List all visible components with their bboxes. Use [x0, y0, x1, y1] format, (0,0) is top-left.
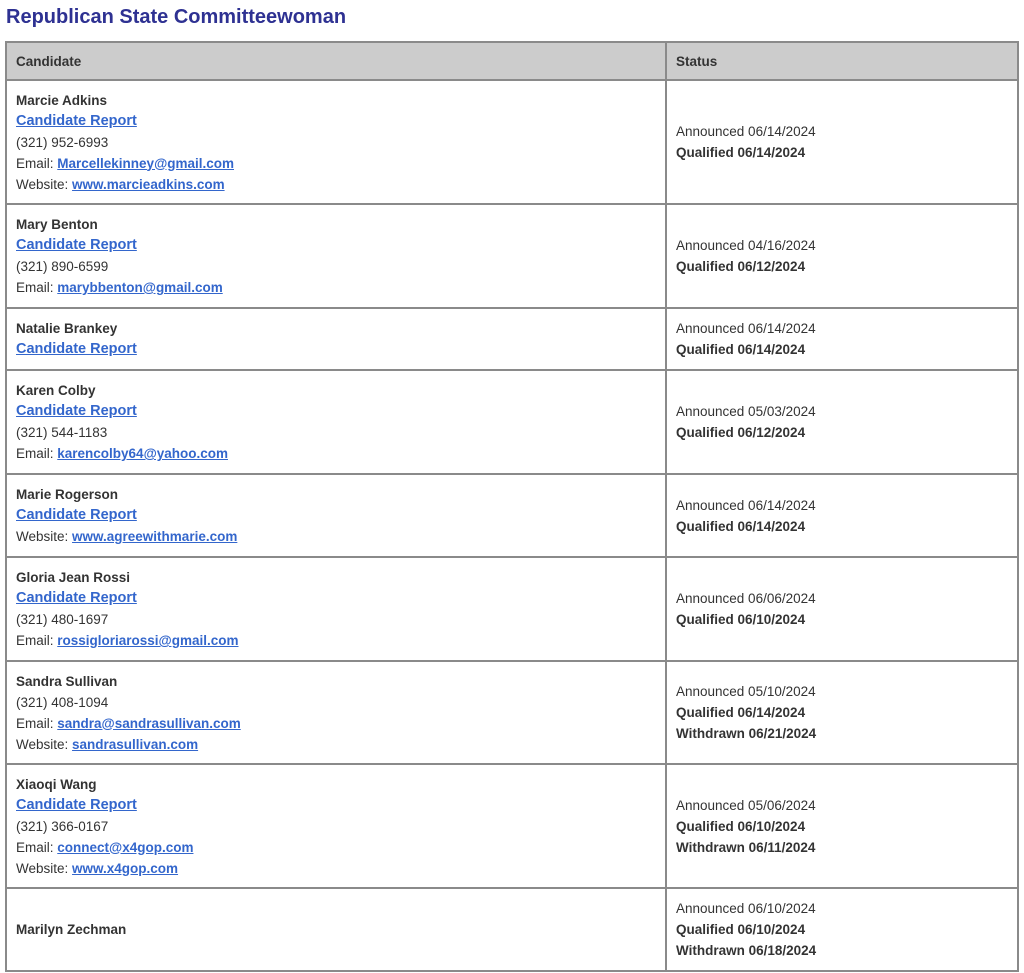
status-cell — [666, 764, 1018, 888]
website-link[interactable]: www.x4gop.com — [72, 860, 179, 876]
header-status: Status — [666, 42, 1018, 80]
website-line — [16, 174, 656, 195]
candidate-report-link[interactable]: Candidate Report — [16, 507, 137, 523]
candidate-cell — [6, 80, 666, 204]
candidate-report-link[interactable]: Candidate Report — [16, 796, 137, 813]
status-qualified: Qualified 06/10/2024 — [676, 612, 806, 627]
website-label: Website: — [16, 736, 73, 752]
status-qualified: Qualified 06/10/2024 — [676, 922, 806, 937]
page-title: Republican State Committeewoman — [6, 6, 347, 28]
table-row — [6, 204, 1018, 308]
candidate-cell — [6, 370, 666, 474]
status-cell — [666, 80, 1018, 204]
candidate-phone: (321) 952-6993 — [16, 134, 109, 150]
website-link[interactable]: www.marcieadkins.com — [72, 176, 225, 192]
website-label: Website: — [16, 176, 73, 192]
candidate-cell — [6, 888, 666, 971]
email-line — [16, 630, 656, 651]
website-label: Website: — [16, 529, 73, 544]
email-link[interactable]: Marcellekinney@gmail.com — [57, 155, 234, 171]
candidates-table — [5, 41, 1019, 972]
status-withdrawn: Withdrawn 06/11/2024 — [676, 839, 816, 855]
email-link[interactable]: rossigloriarossi@gmail.com — [57, 633, 239, 648]
status-announced: Announced 05/10/2024 — [676, 684, 816, 699]
candidate-cell — [6, 308, 666, 370]
status-cell — [666, 308, 1018, 370]
status-announced: Announced 06/06/2024 — [676, 591, 816, 606]
table-row — [6, 661, 1018, 764]
candidate-name: Sandra Sullivan — [16, 673, 118, 689]
status-announced: Announced 06/14/2024 — [676, 497, 816, 513]
candidate-cell — [6, 204, 666, 308]
status-withdrawn: Withdrawn 06/21/2024 — [676, 726, 817, 741]
table-body — [6, 80, 1018, 971]
status-withdrawn: Withdrawn 06/18/2024 — [676, 943, 817, 958]
candidate-cell — [6, 661, 666, 764]
status-announced: Announced 04/16/2024 — [676, 238, 816, 253]
email-link[interactable]: marybbenton@gmail.com — [57, 280, 223, 295]
status-announced: Announced 05/06/2024 — [676, 797, 816, 813]
status-announced: Announced 06/14/2024 — [676, 124, 816, 139]
status-qualified: Qualified 06/10/2024 — [676, 818, 806, 834]
email-link[interactable]: karencolby64@yahoo.com — [57, 446, 228, 461]
status-cell — [666, 370, 1018, 474]
table-row — [6, 308, 1018, 370]
email-line — [16, 277, 656, 298]
table-row — [6, 80, 1018, 204]
email-label: Email: — [16, 280, 58, 295]
table-row — [6, 557, 1018, 661]
candidate-report-link[interactable]: Candidate Report — [16, 237, 137, 253]
table-row — [6, 764, 1018, 888]
candidate-name: Karen Colby — [16, 383, 96, 398]
email-link[interactable]: sandra@sandrasullivan.com — [57, 715, 241, 731]
status-qualified: Qualified 06/12/2024 — [676, 425, 806, 440]
candidate-report-link[interactable]: Candidate Report — [16, 341, 137, 357]
candidate-report-link[interactable]: Candidate Report — [16, 403, 137, 419]
candidate-name: Gloria Jean Rossi — [16, 570, 131, 585]
candidate-name: Mary Benton — [16, 217, 98, 232]
status-announced: Announced 05/03/2024 — [676, 404, 816, 419]
website-label: Website: — [16, 860, 73, 876]
status-announced: Announced 06/14/2024 — [676, 321, 816, 336]
table-row — [6, 888, 1018, 971]
candidate-phone: (321) 890-6599 — [16, 259, 109, 274]
candidate-name: Marcie Adkins — [16, 92, 108, 108]
table-row — [6, 474, 1018, 557]
website-line — [16, 734, 656, 755]
email-line — [16, 713, 656, 734]
website-link[interactable]: sandrasullivan.com — [72, 736, 199, 752]
status-qualified: Qualified 06/14/2024 — [676, 145, 806, 160]
email-label: Email: — [16, 446, 58, 461]
candidate-phone: (321) 366-0167 — [16, 818, 109, 834]
status-announced: Announced 06/10/2024 — [676, 901, 816, 916]
website-link[interactable]: www.agreewithmarie.com — [72, 529, 238, 544]
table-row — [6, 370, 1018, 474]
candidate-name: Natalie Brankey — [16, 321, 118, 336]
email-line — [16, 837, 656, 858]
email-label: Email: — [16, 839, 58, 855]
email-label: Email: — [16, 633, 58, 648]
email-link[interactable]: connect@x4gop.com — [57, 839, 194, 855]
candidate-name: Marilyn Zechman — [16, 922, 127, 937]
status-qualified: Qualified 06/14/2024 — [676, 342, 806, 357]
status-qualified: Qualified 06/12/2024 — [676, 259, 806, 274]
status-cell — [666, 888, 1018, 971]
candidate-name: Marie Rogerson — [16, 487, 119, 502]
candidate-report-link[interactable]: Candidate Report — [16, 590, 137, 606]
table-header-row — [6, 42, 1018, 80]
status-cell — [666, 474, 1018, 557]
status-qualified: Qualified 06/14/2024 — [676, 518, 806, 534]
website-line — [16, 858, 656, 879]
candidate-cell — [6, 474, 666, 557]
website-line — [16, 526, 656, 547]
header-candidate: Candidate — [6, 42, 666, 80]
candidate-phone: (321) 480-1697 — [16, 612, 109, 627]
status-cell — [666, 204, 1018, 308]
candidate-name: Xiaoqi Wang — [16, 776, 97, 792]
status-cell — [666, 557, 1018, 661]
status-cell — [666, 661, 1018, 764]
status-qualified: Qualified 06/14/2024 — [676, 705, 806, 720]
candidate-phone: (321) 544-1183 — [16, 425, 108, 440]
email-line — [16, 443, 656, 464]
candidate-cell — [6, 557, 666, 661]
candidate-report-link[interactable]: Candidate Report — [16, 112, 137, 129]
email-label: Email: — [16, 155, 58, 171]
email-line — [16, 153, 656, 174]
candidate-cell — [6, 764, 666, 888]
email-label: Email: — [16, 715, 58, 731]
candidate-phone: (321) 408-1094 — [16, 694, 109, 710]
